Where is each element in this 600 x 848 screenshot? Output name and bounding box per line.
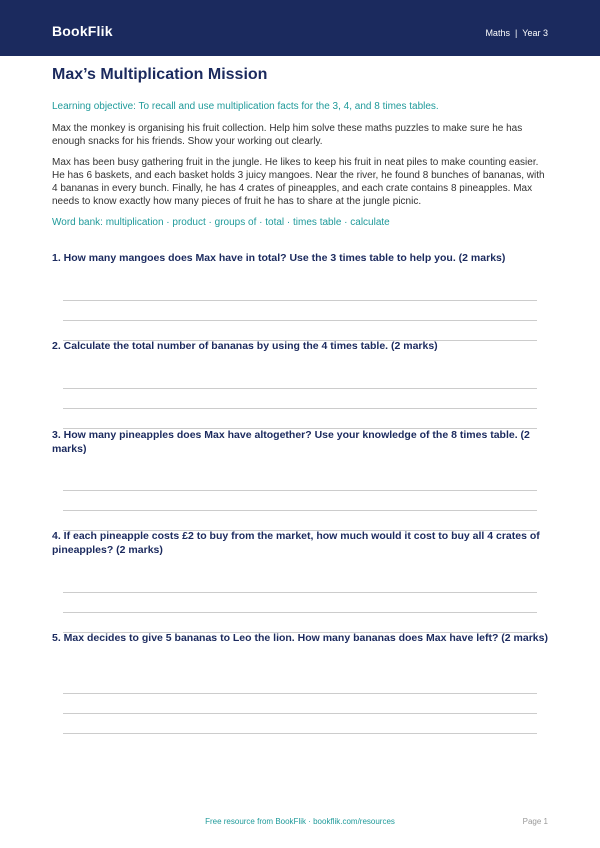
- word-bank: Word bank: multiplication · product · groups of · total · times table · calculate: [52, 217, 390, 228]
- subject-label: Maths: [485, 28, 510, 38]
- answer-line[interactable]: [63, 408, 537, 409]
- story-paragraph: Max has been busy gathering fruit in the jungle. He likes to keep his fruit in neat piles to make counting easier. He has 6 baskets, and each basket holds 3 juicy mangoes. Near the river, he found 8 bunches of bananas, with 4 bananas in every bunch. Finally, he has 4 crates of pineapples, and each crate contains 8 pineapples. Max needs to know exactly how many pieces of fruit he has to share at the jungle picnic.: [52, 157, 545, 207]
- question-1: 1. How many mangoes does Max have in total? Use the 3 times table to help you. (2 marks): [52, 252, 506, 264]
- answer-line[interactable]: [63, 300, 537, 301]
- question-3: 3. How many pineapples does Max have altogether? Use your knowledge of the 8 times table. (2 marks): [52, 429, 530, 455]
- learning-objective: Learning objective: To recall and use multiplication facts for the 3, 4, and 8 times tables.: [52, 101, 439, 112]
- answer-line[interactable]: [63, 713, 537, 714]
- answer-line[interactable]: [63, 592, 537, 593]
- worksheet-body: [52, 66, 548, 229]
- answer-line[interactable]: [63, 733, 537, 734]
- header-meta: [485, 28, 548, 38]
- page-number: Page 1: [522, 817, 548, 826]
- page-header: [0, 0, 600, 56]
- brand-logo-text: BookFlik: [52, 23, 113, 39]
- answer-line[interactable]: [63, 320, 537, 321]
- footer-credit: Free resource from BookFlik · bookflik.com/resources: [205, 817, 395, 826]
- question-4: 4. If each pineapple costs £2 to buy from the market, how much would it cost to buy all 4 crates of pineapples? (2 marks): [52, 530, 540, 556]
- answer-line[interactable]: [63, 612, 537, 613]
- answer-line[interactable]: [63, 388, 537, 389]
- year-label: Year 3: [522, 28, 548, 38]
- intro-paragraph: Max the monkey is organising his fruit collection. Help him solve these maths puzzles to make sure he has enough snacks for his friends. Show your working out clearly.: [52, 123, 523, 147]
- answer-line[interactable]: [63, 490, 537, 491]
- question-5: 5. Max decides to give 5 bananas to Leo the lion. How many bananas does Max have left? (2 marks): [52, 632, 548, 644]
- meta-separator: |: [514, 28, 518, 38]
- worksheet-title: Max’s Multiplication Mission: [52, 66, 268, 83]
- question-2: 2. Calculate the total number of bananas by using the 4 times table. (2 marks): [52, 340, 438, 352]
- answer-line[interactable]: [63, 510, 537, 511]
- answer-line[interactable]: [63, 693, 537, 694]
